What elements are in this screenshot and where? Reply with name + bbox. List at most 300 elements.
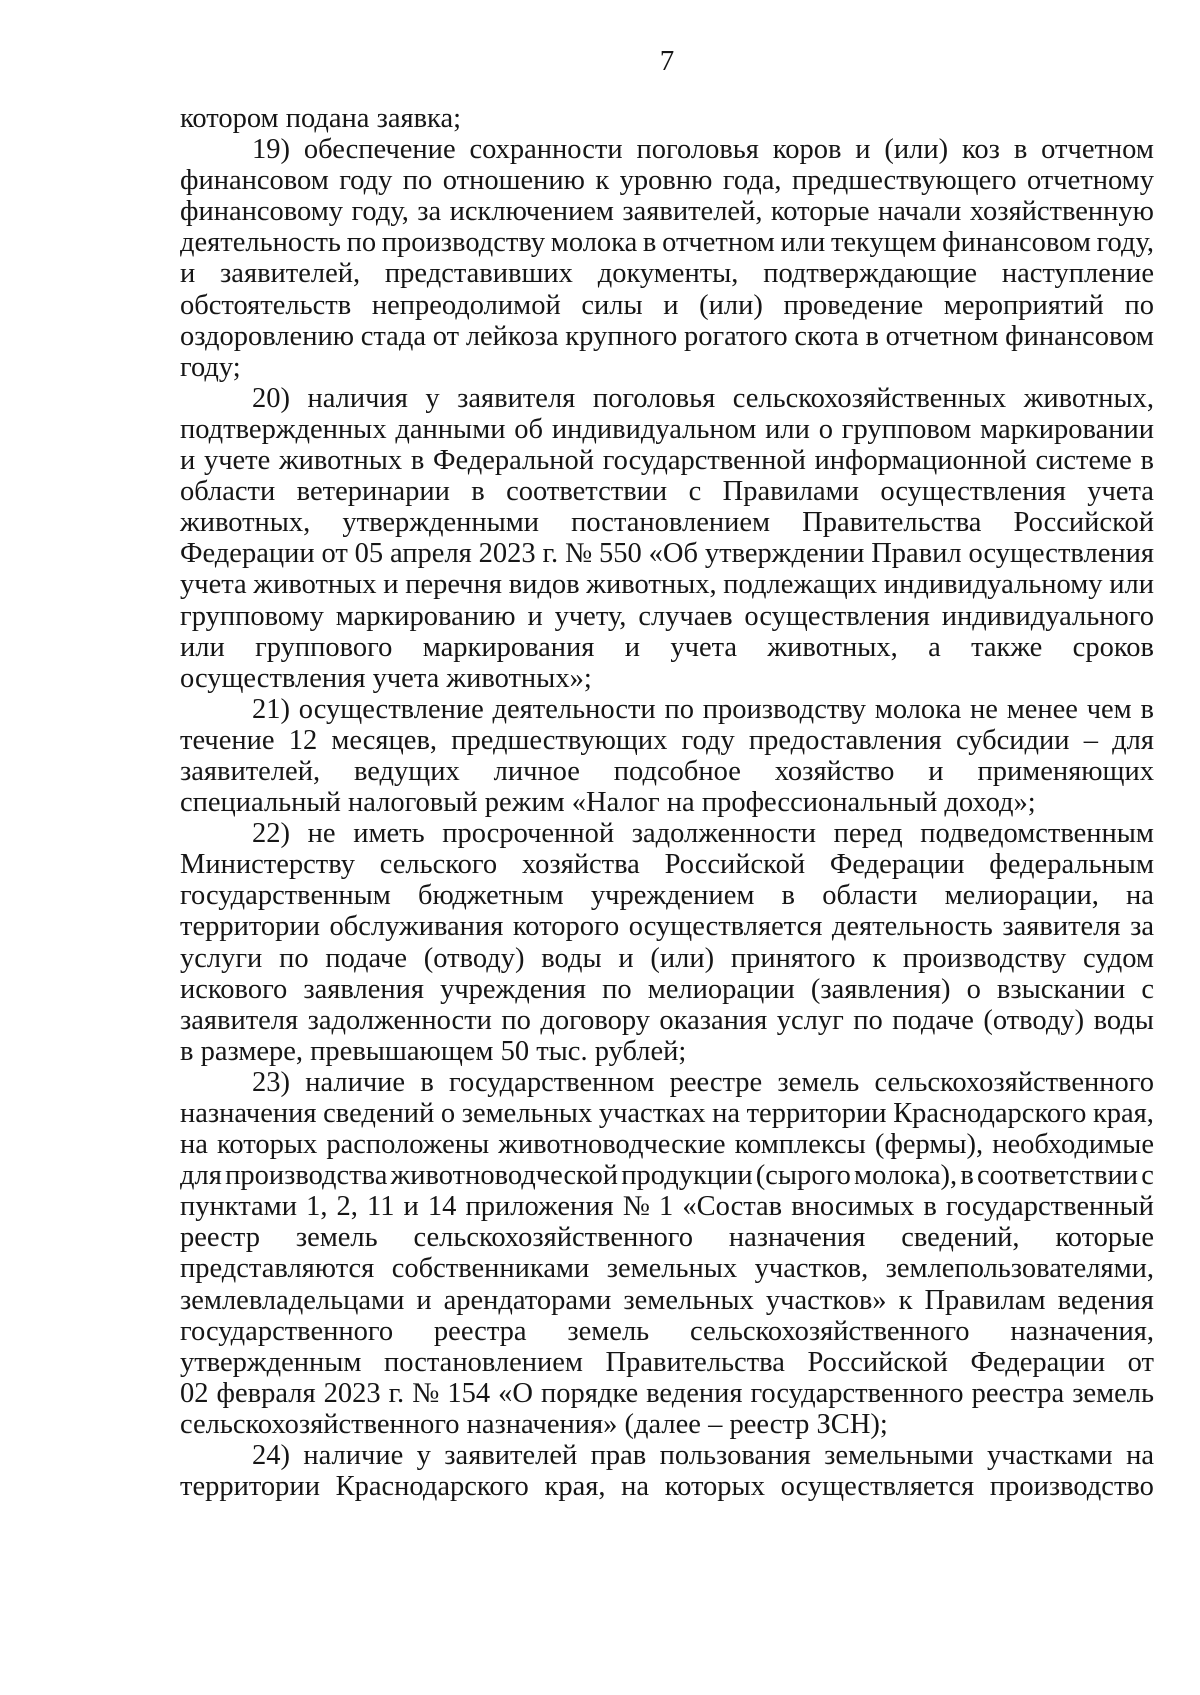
word: не	[307, 818, 336, 850]
word: договору	[540, 1004, 650, 1036]
word: деятельность	[831, 911, 993, 943]
word: по	[1124, 289, 1154, 321]
word: (или)	[884, 134, 949, 166]
word: по	[853, 1004, 883, 1036]
word: земельными	[824, 1440, 974, 1472]
text-line	[180, 414, 1154, 445]
text-line	[180, 1347, 1154, 1378]
text-line	[180, 974, 1154, 1005]
word: порядке	[540, 1377, 639, 1409]
word: хозяйственную	[969, 196, 1154, 228]
word: и	[416, 1284, 432, 1316]
word: мелиорации	[647, 973, 795, 1005]
text-line	[180, 943, 1154, 974]
text-line	[180, 165, 1154, 196]
word: Федерации	[829, 849, 965, 881]
word: с	[1141, 973, 1154, 1005]
word: системе	[1035, 445, 1132, 477]
word: реестра	[971, 1377, 1065, 1409]
text-line	[180, 818, 1154, 849]
word: которых	[664, 1471, 765, 1503]
word: отчетному	[1026, 165, 1154, 197]
word: или	[1109, 569, 1154, 601]
word: Российской	[664, 849, 806, 881]
word: мелиорации,	[944, 880, 1099, 912]
text-line	[180, 538, 1154, 569]
text-line	[180, 290, 1154, 321]
word: и	[928, 755, 944, 787]
word: (или)	[650, 942, 715, 974]
word: судом	[1082, 942, 1154, 974]
page-number: 7	[659, 45, 675, 77]
word: с	[688, 476, 702, 508]
word: от	[321, 538, 348, 570]
word: земельных	[461, 1098, 593, 1129]
text-line	[180, 445, 1154, 476]
word: №	[622, 1191, 650, 1223]
word: собственниками	[391, 1253, 590, 1285]
word: в	[960, 1160, 974, 1192]
text-line	[180, 1098, 1154, 1129]
word: деятельность	[180, 227, 341, 259]
word: и	[403, 1191, 419, 1223]
text-line	[180, 383, 1154, 414]
word: подлежащих	[723, 569, 878, 601]
word: земельных	[623, 1284, 754, 1316]
word: г.	[388, 1377, 405, 1409]
word: на	[621, 1471, 650, 1503]
word: необходимые	[992, 1129, 1154, 1161]
text-line	[180, 632, 1154, 663]
text-line: осуществления учета животных»;	[180, 662, 592, 694]
word: подтвержденных	[180, 413, 387, 445]
word: у	[425, 382, 440, 414]
word: маркирования	[422, 631, 595, 663]
word: мероприятий	[943, 289, 1104, 321]
word: и	[180, 445, 196, 477]
word: задолженности	[631, 818, 817, 850]
word: в	[1013, 134, 1028, 166]
text-line	[180, 1378, 1154, 1409]
text-line	[180, 1129, 1154, 1160]
word: реестр	[180, 1222, 260, 1254]
word: от	[1127, 1346, 1154, 1378]
text-line	[180, 134, 1154, 165]
word: о	[440, 1098, 456, 1129]
word: сельского	[379, 849, 498, 881]
text-line	[180, 227, 1154, 258]
word: финансовом	[180, 165, 329, 197]
word: крупного	[565, 320, 678, 352]
text-line	[180, 1160, 1154, 1191]
word: молока),	[854, 1160, 958, 1192]
word: производства	[225, 1160, 388, 1192]
word: учета	[1087, 476, 1154, 508]
word: которые	[1055, 1222, 1154, 1254]
word: животных	[253, 569, 377, 601]
word: в	[865, 320, 879, 352]
text-line: в размере, превышающем 50 тыс. рублей;	[180, 1035, 687, 1067]
word: 11	[367, 1191, 395, 1223]
word: с	[1141, 1160, 1154, 1192]
word: заявителей	[444, 1440, 578, 1472]
word: Правилами	[722, 476, 859, 508]
word: Правительства	[605, 1346, 785, 1378]
text-line	[180, 507, 1154, 538]
word: учета	[180, 569, 247, 601]
word: групповому	[180, 600, 324, 632]
text-line	[180, 849, 1154, 880]
word: 21)	[252, 693, 290, 725]
word: сведений	[323, 1098, 435, 1129]
word: группового	[255, 631, 393, 663]
word: государственным	[180, 880, 391, 912]
word: оказания	[659, 1004, 768, 1036]
word: сельскохозяйственного	[874, 1066, 1154, 1098]
text-line	[180, 756, 1154, 787]
document-text-body	[180, 103, 1154, 1502]
word: подведомственным	[920, 818, 1154, 850]
text-line	[180, 1285, 1154, 1316]
word: края,	[1092, 1098, 1154, 1129]
word: земель	[1072, 1377, 1154, 1409]
word: подаче	[325, 942, 408, 974]
word: чем	[1086, 693, 1132, 725]
word: 20)	[252, 382, 290, 414]
word: апреля	[390, 538, 472, 570]
word: сельскохозяйственного	[689, 1315, 970, 1347]
word: финансовом	[942, 227, 1091, 259]
word: Российской	[1013, 507, 1154, 539]
word: наличия	[307, 382, 408, 414]
word: непреодолимой	[371, 289, 561, 321]
text-line	[180, 1067, 1154, 1098]
text-line	[180, 1191, 1154, 1222]
word: рогатого	[683, 320, 788, 352]
word: учета	[670, 631, 738, 663]
word: животных,	[767, 631, 898, 663]
word: данными	[395, 413, 506, 445]
word: 24)	[252, 1440, 290, 1472]
word: к	[595, 165, 610, 197]
word: пунктами	[180, 1191, 297, 1223]
word: в	[1140, 445, 1154, 477]
word: 154	[447, 1377, 491, 1409]
word: утверждении	[704, 538, 865, 570]
word: (заявления)	[810, 973, 951, 1005]
word: подсобное	[613, 755, 741, 787]
word: и	[527, 600, 543, 632]
word: об	[514, 413, 544, 445]
word: (отводу)	[983, 1004, 1085, 1036]
word: групповом	[841, 413, 972, 445]
word: области	[822, 880, 918, 912]
word: участков,	[754, 1253, 869, 1285]
word: текущем	[830, 227, 937, 259]
word: заявления	[303, 973, 424, 1005]
word: расположены	[326, 1129, 490, 1161]
word: и	[383, 569, 399, 601]
word: месяцев,	[331, 724, 438, 756]
word: осуществления	[880, 476, 1066, 508]
word: пользования	[659, 1440, 811, 1472]
word: ведения	[646, 1377, 743, 1409]
word: животных,	[586, 569, 717, 601]
word: обстоятельств	[180, 289, 352, 321]
word: государственном	[449, 1066, 655, 1098]
word: осуществляется	[780, 1471, 975, 1503]
word: перед	[833, 818, 903, 850]
word: территории	[180, 1471, 320, 1503]
word: 2,	[336, 1191, 358, 1223]
word: землепользователями,	[885, 1253, 1154, 1285]
word: году,	[1096, 227, 1154, 259]
text-line	[180, 601, 1154, 632]
text-line	[180, 1253, 1154, 1284]
word: представивших	[384, 258, 573, 290]
word: о	[818, 413, 833, 445]
word: на	[180, 1129, 208, 1161]
word: в	[471, 476, 485, 508]
word: на	[712, 1098, 740, 1129]
word: 22)	[252, 818, 290, 850]
word: по	[501, 1004, 531, 1036]
word: сохранности	[469, 134, 623, 166]
word: государственный	[945, 1191, 1154, 1223]
word: производству	[702, 693, 867, 725]
word: искового	[180, 973, 288, 1005]
word: или	[765, 413, 810, 445]
word: наступление	[1001, 258, 1154, 290]
word: сроков	[1072, 631, 1154, 663]
word: менее	[1006, 693, 1078, 725]
word: обеспечение	[303, 134, 456, 166]
text-line: специальный налоговый режим «Налог на профессиональный доход»;	[180, 787, 1036, 819]
word: 05	[354, 538, 384, 570]
text-line	[180, 258, 1154, 289]
word: осуществления	[744, 600, 930, 632]
word: Краснодарского	[335, 1471, 529, 1503]
word: заявителя	[1002, 911, 1121, 943]
word: назначения	[180, 1098, 317, 1129]
text-line	[180, 694, 1154, 725]
word: проведение	[783, 289, 924, 321]
word: арендаторами	[443, 1284, 612, 1316]
word: или	[780, 227, 826, 259]
word: участков»	[765, 1284, 887, 1316]
word: маркировании	[980, 413, 1154, 445]
word: индивидуальном	[551, 413, 757, 445]
word: соответствии	[977, 1160, 1139, 1192]
word: Краснодарского	[893, 1098, 1087, 1129]
word: 12	[288, 724, 318, 756]
word: земель	[567, 1315, 650, 1347]
word: 1,	[306, 1191, 328, 1223]
word: и	[618, 942, 634, 974]
word: ведущих	[353, 755, 460, 787]
word: утвержденным	[180, 1346, 362, 1378]
word: Федерации	[970, 1346, 1106, 1378]
word: и	[663, 289, 679, 321]
word: животноводческие	[498, 1129, 726, 1161]
word: задолженности	[307, 1004, 492, 1036]
word: предшествующего	[791, 165, 1017, 197]
word: утвержденными	[342, 507, 540, 539]
word: в	[923, 1191, 937, 1223]
word: документы,	[597, 258, 739, 290]
word: ведения	[1057, 1284, 1154, 1316]
word: году,	[351, 196, 409, 228]
word: молока	[550, 227, 638, 259]
word: предшествующих	[451, 724, 668, 756]
word: сведений,	[901, 1222, 1020, 1254]
word: заявителей,	[180, 755, 321, 787]
word: земель	[777, 1066, 860, 1098]
word: для	[1112, 724, 1154, 756]
text-line: году;	[180, 351, 241, 383]
word: производство	[989, 1471, 1154, 1503]
text-line	[180, 1222, 1154, 1253]
word: предоставления	[748, 724, 942, 756]
word: земель	[295, 1222, 378, 1254]
word: и	[624, 631, 641, 663]
word: федеральным	[989, 849, 1154, 881]
word: (отводу)	[423, 942, 525, 974]
word: не	[970, 693, 998, 725]
word: индивидуальному	[883, 569, 1103, 601]
word: случаев	[638, 600, 733, 632]
word: государственной	[602, 445, 806, 477]
word: которые	[770, 196, 870, 228]
word: Правил	[871, 538, 962, 570]
word: Федеральной	[432, 445, 595, 477]
word: молока	[874, 693, 962, 725]
word: 2023	[478, 538, 536, 570]
word: личное	[493, 755, 580, 787]
text-line	[180, 569, 1154, 600]
word: 14	[427, 1191, 457, 1223]
word: в	[420, 1066, 434, 1098]
word: лейкоза	[465, 320, 559, 352]
word: о	[966, 973, 981, 1005]
word: отчетном	[662, 227, 775, 259]
word: силы	[581, 289, 643, 321]
word: финансовому	[180, 196, 344, 228]
word: края,	[544, 1471, 606, 1503]
word: животных,	[180, 507, 311, 539]
word: учете	[203, 445, 271, 477]
word: деятельности	[492, 693, 656, 725]
word: коз	[962, 134, 1000, 166]
text-line	[180, 476, 1154, 507]
word: производству	[381, 227, 546, 259]
word: хозяйство	[774, 755, 895, 787]
word: взыскании	[996, 973, 1126, 1005]
word: от	[432, 320, 460, 352]
word: Правительства	[802, 507, 982, 539]
word: а	[928, 631, 941, 663]
text-line	[180, 911, 1154, 942]
word: поголовья	[636, 134, 759, 166]
word: или	[180, 631, 225, 663]
word: животных	[278, 445, 403, 477]
word: заявителей,	[220, 258, 361, 290]
word: заявителя	[180, 1004, 299, 1036]
word: также	[971, 631, 1043, 663]
word: 1	[659, 1191, 674, 1223]
word: к	[872, 942, 887, 974]
word: иметь	[353, 818, 425, 850]
text-line	[180, 1440, 1154, 1471]
word: за	[417, 196, 442, 228]
word: услуг	[776, 1004, 844, 1036]
word: комплексы	[734, 1129, 866, 1161]
word: государственного	[180, 1315, 394, 1347]
word: перечня	[405, 569, 502, 601]
word: наличие	[305, 1066, 406, 1098]
word: производству	[902, 942, 1067, 974]
text-line	[180, 1316, 1154, 1347]
word: просроченной	[442, 818, 615, 850]
word: году	[339, 165, 393, 197]
word: вносимых	[791, 1191, 915, 1223]
word: к	[898, 1284, 913, 1316]
word: которого	[512, 911, 620, 943]
word: животноводческой	[390, 1160, 619, 1192]
text-line	[180, 725, 1154, 756]
word: ветеринарии	[296, 476, 450, 508]
word: воды	[541, 942, 602, 974]
word: по	[402, 165, 433, 197]
word: наличие	[303, 1440, 404, 1472]
word: осуществляется	[628, 911, 823, 943]
text-line	[180, 880, 1154, 911]
word: сельскохозяйственного	[413, 1222, 693, 1254]
word: Российской	[807, 1346, 948, 1378]
word: хозяйства	[521, 849, 640, 881]
word: начали	[877, 196, 962, 228]
word: февраля	[216, 1377, 316, 1409]
word: Правилам	[924, 1284, 1046, 1316]
word: поголовья	[592, 382, 716, 414]
word: исключением	[449, 196, 614, 228]
word: обслуживания	[329, 911, 504, 943]
word: осуществления	[968, 538, 1154, 570]
word: животных,	[1023, 382, 1154, 414]
word: соответствии	[506, 476, 668, 508]
text-line	[180, 1005, 1154, 1036]
word: коров	[772, 134, 842, 166]
word: территории	[746, 1098, 887, 1129]
word: участках	[598, 1098, 706, 1129]
word: которых	[216, 1129, 318, 1161]
word: и	[855, 134, 871, 166]
word: «Об	[648, 538, 698, 570]
word: реестра	[433, 1315, 527, 1347]
word: отчетном	[1041, 134, 1154, 166]
word: г.	[542, 538, 559, 570]
word: в	[1140, 693, 1154, 725]
word: «Состав	[682, 1191, 783, 1223]
word: подтверждающие	[763, 258, 978, 290]
word: представляются	[180, 1253, 375, 1285]
word: осуществление	[298, 693, 484, 725]
word: «О	[498, 1377, 533, 1409]
word: области	[180, 476, 276, 508]
word: 2023	[323, 1377, 381, 1409]
word: информационной	[814, 445, 1027, 477]
word: уровню	[619, 165, 713, 197]
